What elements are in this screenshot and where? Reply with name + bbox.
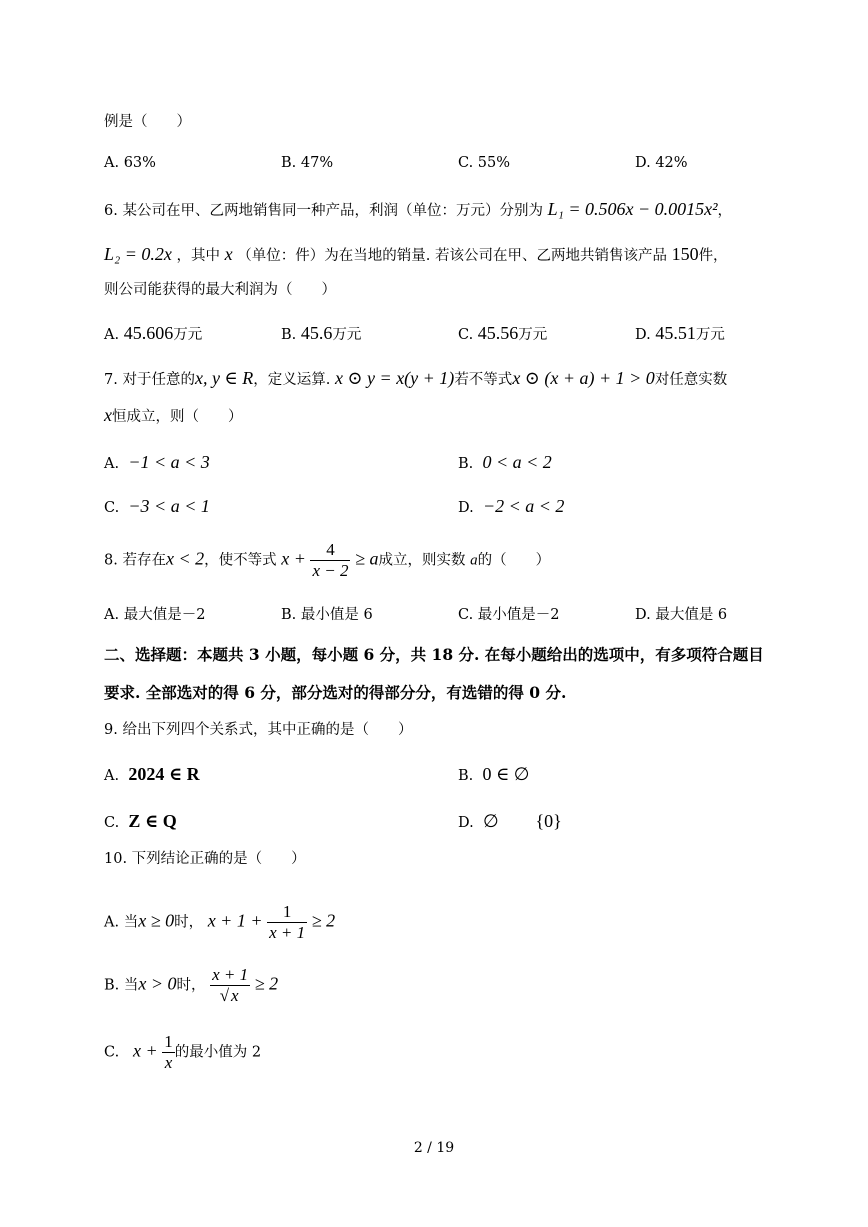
- q8-option-a: A. 最大值是－2: [104, 607, 206, 623]
- q6-option-b: B. 45.6万元: [281, 323, 362, 343]
- q6-text1: 6. 某公司在甲、乙两地销售同一种产品，利润（单位：万元）分别为: [104, 203, 543, 219]
- q7-line1: [104, 369, 727, 388]
- q7-text1c: 若不等式: [454, 372, 513, 388]
- q5-option-a: A. 63%: [104, 155, 156, 171]
- q5-option-d: D. 42%: [635, 155, 688, 171]
- q7-option-d: D. −2 < a < 2: [458, 496, 565, 516]
- q6-num150: 150: [671, 244, 699, 264]
- q7-line2: [104, 406, 243, 425]
- q8-fraction: $\frac{4}{x - 2}$: [312, 540, 349, 580]
- q6-var-x: x: [224, 244, 233, 264]
- q6-line2: [104, 245, 728, 264]
- q7-option-c: C. −3 < a < 1: [104, 496, 210, 516]
- q7-text1d: 对任意实数: [654, 372, 728, 388]
- q8-var-a: a: [470, 552, 478, 569]
- q8-option-d: D. 最大值是 6: [635, 607, 728, 623]
- q9-question: 9. 给出下列四个关系式，其中正确的是（ ）: [104, 722, 413, 738]
- q6-text2a: ，其中: [176, 248, 221, 264]
- q10-option-a: A. 当x ≥ 0时， x + 1 + $\frac{1}{x + 1}$ ≥ 2: [104, 902, 336, 942]
- q7-option-a: A. −1 < a < 3: [104, 452, 210, 472]
- q6-line3: 则公司能获得的最大利润为（ ）: [104, 282, 336, 298]
- q6-option-a: A. 45.606万元: [104, 323, 203, 343]
- q6-text2b: （单位：件）为在当地的销量. 若该公司在甲、乙两地共销售该产品: [237, 248, 667, 264]
- q7-text1a: 7. 对于任意的: [104, 372, 195, 388]
- q6-option-d: D. 45.51万元: [635, 323, 725, 343]
- page-number: 2 / 19: [413, 1140, 455, 1156]
- q5-tail: 例是（ ）: [104, 114, 191, 130]
- q9-option-c: C. Z ∈ Q: [104, 811, 177, 831]
- q8-line1: 8. 若存在x < 2，使不等式 x + $\frac{4}{x - 2}$ ≥ a成立，则实数 a的（ ）: [104, 540, 551, 580]
- q7-set: x, y ∈ R: [194, 368, 254, 388]
- q6-formula1: L₁ = 0.506x − 0.0015x²: [547, 199, 718, 219]
- q10-question: 10. 下列结论正确的是（ ）: [104, 851, 306, 867]
- q5-option-b: B. 47%: [281, 155, 334, 171]
- q6-option-c: C. 45.56万元: [458, 323, 548, 343]
- q6-line1: 6. 某公司在甲、乙两地销售同一种产品，利润（单位：万元）分别为 L₁ = 0.506x − 0.0015x²，: [104, 199, 732, 219]
- q8-text1d: 的（ ）: [477, 552, 551, 569]
- q10-c-fraction: $\frac{1}{x}$: [164, 1032, 173, 1072]
- q10-a-fraction: $\frac{1}{x + 1}$: [269, 902, 306, 942]
- q7-def: x ⊙ y = x(y + 1): [334, 368, 455, 388]
- q10-b-fraction: $\frac{x + 1}{√ x}$: [212, 965, 249, 1005]
- q8-option-c: C. 最小值是－2: [458, 607, 560, 623]
- q8-text1c: 成立，则实数: [378, 552, 466, 569]
- section2-line1: 二、选择题：本题共 3 小题，每小题 6 分，共 18 分. 在每小题给出的选项中，有多项符合题目: [104, 645, 764, 664]
- q7-var-x: x: [104, 405, 112, 425]
- q7-option-b: B. 0 < a < 2: [458, 452, 552, 472]
- q10-option-b: B. 当x > 0时， $\frac{x + 1}{√ x}$ ≥ 2: [104, 965, 279, 1005]
- q9-option-d: D. ∅ {0}: [458, 811, 562, 831]
- section2-line2: 要求. 全部选对的得 6 分，部分选对的得部分分，有选错的得 0 分.: [104, 683, 567, 702]
- q5-option-c: C. 55%: [458, 155, 511, 171]
- q9-option-b: B. 0 ∈ ∅: [458, 764, 530, 784]
- q8-text1a: 8. 若存在: [104, 552, 166, 569]
- q10-option-c: C. x + $\frac{1}{x}$ 的最小值为 2: [104, 1032, 262, 1072]
- q6-text2c: 件，: [698, 248, 728, 264]
- q7-ineq: x ⊙ (x + a) + 1 > 0: [512, 368, 655, 388]
- q9-option-a: A. 2024 ∈ R: [104, 764, 200, 784]
- q8-option-b: B. 最小值是 6: [281, 607, 373, 623]
- q8-cond: x < 2: [165, 548, 205, 569]
- q6-formula2: L₂ = 0.2x: [104, 244, 172, 264]
- q7-text1b: ，定义运算.: [253, 372, 331, 388]
- q7-text2: 恒成立，则（ ）: [112, 409, 243, 425]
- q8-text1b: ，使不等式: [204, 552, 277, 569]
